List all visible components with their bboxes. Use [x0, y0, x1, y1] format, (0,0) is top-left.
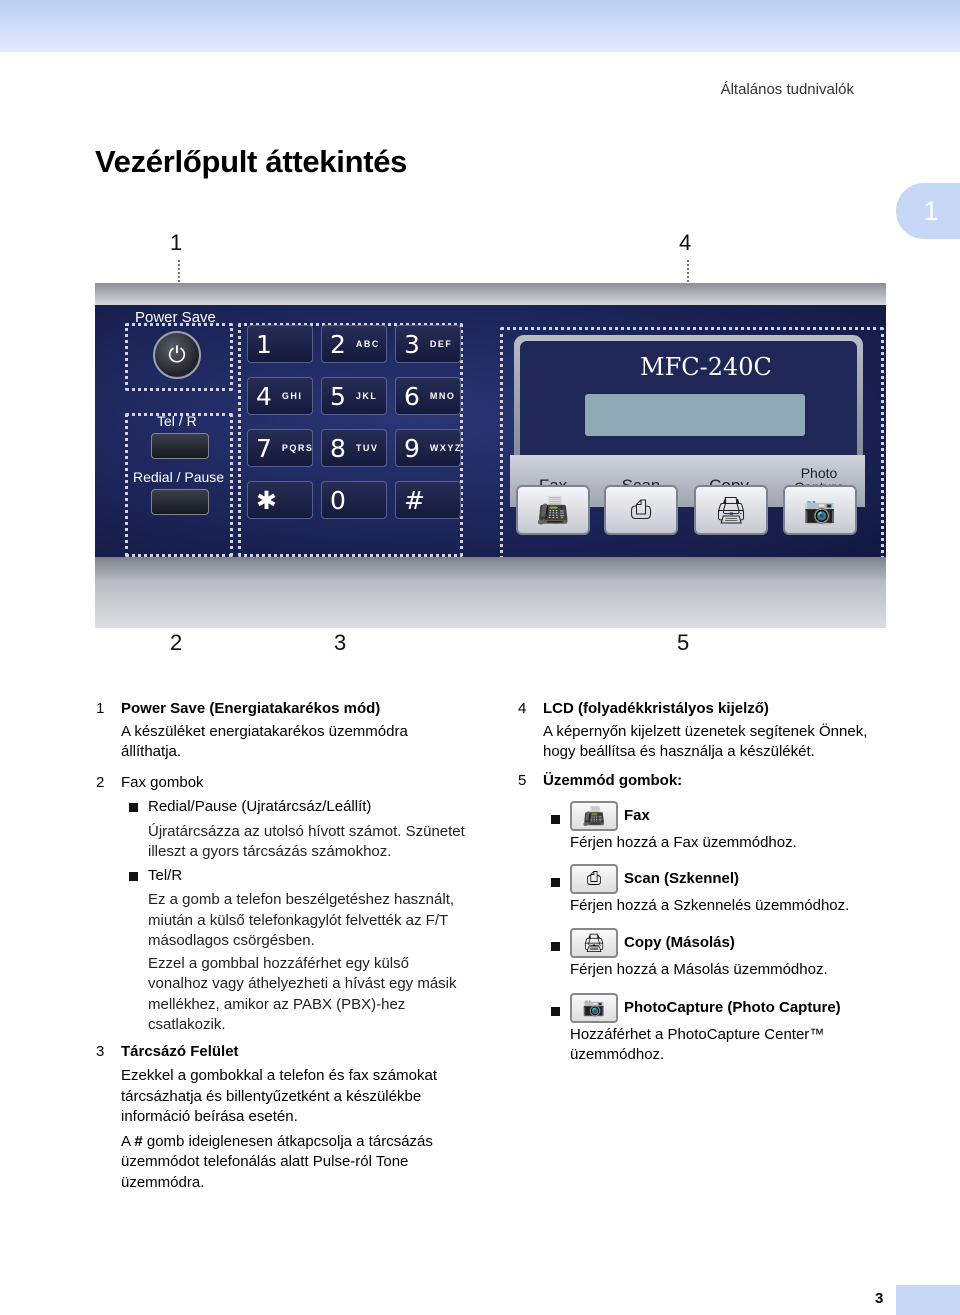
camera-icon: 📷: [803, 494, 837, 525]
key-star[interactable]: ✱: [247, 481, 313, 519]
item-3-desc: Ezekkel a gombokkal a telefon és fax számokat tárcsázhatja és billentyűzetként a készülékbe információ beírása esetén.: [121, 1067, 437, 1125]
panel-face: [95, 305, 886, 557]
fax-icon: 📠: [536, 494, 570, 525]
item-5-heading: 5 Üzemmód gombok:: [518, 771, 683, 789]
scanner-icon: ⎙: [570, 864, 618, 894]
key-7[interactable]: 7 PQRS: [247, 429, 313, 467]
item-1-heading: 1 Power Save (Energiatakarékos mód): [96, 700, 381, 717]
mode-label-photo-capture: Photo: [800, 465, 838, 481]
key-hash[interactable]: #: [395, 481, 461, 519]
lcd-frame: [514, 335, 863, 471]
power-save-label: Power Save: [135, 309, 216, 326]
bullet-square: [551, 878, 560, 887]
power-save-button[interactable]: [153, 331, 201, 379]
key-4[interactable]: 4 GHI: [247, 377, 313, 415]
key-3[interactable]: 3 DEF: [395, 325, 461, 363]
key-5[interactable]: 5 JKL: [321, 377, 387, 415]
item-4-heading: 4 LCD (folyadékkristályos kijelző): [518, 700, 769, 717]
copier-icon: 🖨: [570, 928, 618, 958]
redial-pause-button[interactable]: [151, 489, 209, 515]
fax-icon: 📠: [570, 801, 618, 831]
left-column: [96, 699, 466, 1193]
bullet-redial-pause: Redial/Pause (Ujratárcsáz/Leállít) Újratárcsázza az utolsó hívott számot. Szünetet illeszt a gyors tárcsázás számokhoz.: [148, 797, 466, 863]
tel-r-label: Tel / R: [157, 413, 197, 429]
key-1[interactable]: 1: [247, 325, 313, 363]
key-0[interactable]: 0: [321, 481, 387, 519]
redial-pause-label: Redial / Pause: [133, 469, 225, 485]
callout-3: 3: [334, 630, 347, 655]
panel-top-strip: [95, 283, 886, 305]
callout-1: 1: [170, 230, 183, 255]
page-number: 3: [875, 1290, 884, 1307]
running-head: Általános tudnivalók: [720, 81, 854, 98]
control-panel-illustration: [95, 283, 886, 628]
fax-mode-button[interactable]: [516, 485, 590, 535]
scanner-icon: ⎙: [630, 494, 652, 524]
key-6[interactable]: 6 MNO: [395, 377, 461, 415]
chapter-tab: 1: [896, 183, 960, 239]
camera-icon: 📷: [570, 993, 618, 1023]
bullet-square: [129, 872, 138, 881]
photo-capture-mode-button[interactable]: [783, 485, 857, 535]
bullet-tel-r: Tel/R Ez a gomb a telefon beszélgetéshez használt, miután a külső telefonkagylót felvették az F/T másodlagos csörgésben. Ezzel a gombbal hozzáférhet egy külső vonalhoz vagy áthelyezheti a hívást egy másik mellékhez, amikor az PABX (PBX)-hez csatlakozik.: [148, 866, 466, 1036]
right-column: [518, 699, 883, 1066]
copier-icon: 🖨: [714, 494, 748, 525]
power-icon: ⏻: [168, 342, 186, 367]
page-title: Vezérlőpult áttekintés: [95, 144, 408, 179]
copy-mode-button[interactable]: [694, 485, 768, 535]
item-3-hash-note: A # gomb ideiglenesen átkapcsolja a tárcsázás üzemmódot telefonálás alatt Pulse-ról Tone üzemmódra.: [121, 1132, 433, 1191]
top-band: [0, 0, 960, 52]
tel-r-button[interactable]: [151, 433, 209, 459]
callout-5: 5: [677, 630, 690, 655]
callout-4: 4: [679, 230, 692, 255]
mode-scan-entry: ⎙ Scan (Szkennel) Férjen hozzá a Szkennelés üzemmódhoz.: [570, 864, 883, 917]
key-9[interactable]: 9 WXYZ: [395, 429, 461, 467]
item-3-heading: 3 Tárcsázó Felület: [96, 1042, 239, 1060]
bullet-square: [551, 1007, 560, 1016]
model-name: MFC-240C: [640, 353, 772, 381]
item-1-desc: A készüléket energiatakarékos üzemmódra állíthatja.: [121, 722, 408, 760]
bullet-square: [551, 815, 560, 824]
key-2[interactable]: 2 ABC: [321, 325, 387, 363]
bullet-square: [551, 942, 560, 951]
item-2-heading: 2 Fax gombok: [96, 773, 204, 791]
panel-bottom-bezel: [95, 557, 886, 628]
mode-copy-entry: 🖨 Copy (Másolás) Férjen hozzá a Másolás üzemmódhoz.: [570, 928, 883, 981]
lcd-bezel: [520, 341, 857, 465]
mode-fax-entry: 📠 Fax Férjen hozzá a Fax üzemmódhoz.: [570, 801, 883, 854]
mode-photo-capture-entry: 📷 PhotoCapture (Photo Capture) Hozzáférhet a PhotoCapture Center™ üzemmódhoz.: [570, 993, 883, 1066]
lcd-screen: [585, 394, 805, 436]
callout-2: 2: [170, 630, 183, 655]
scan-mode-button[interactable]: [604, 485, 678, 535]
key-8[interactable]: 8 TUV: [321, 429, 387, 467]
item-4-desc: A képernyőn kijelzett üzenetek segítenek Önnek, hogy beállítsa és használja a készülékét.: [543, 722, 868, 760]
page-tab: [896, 1285, 960, 1315]
bullet-square: [129, 803, 138, 812]
